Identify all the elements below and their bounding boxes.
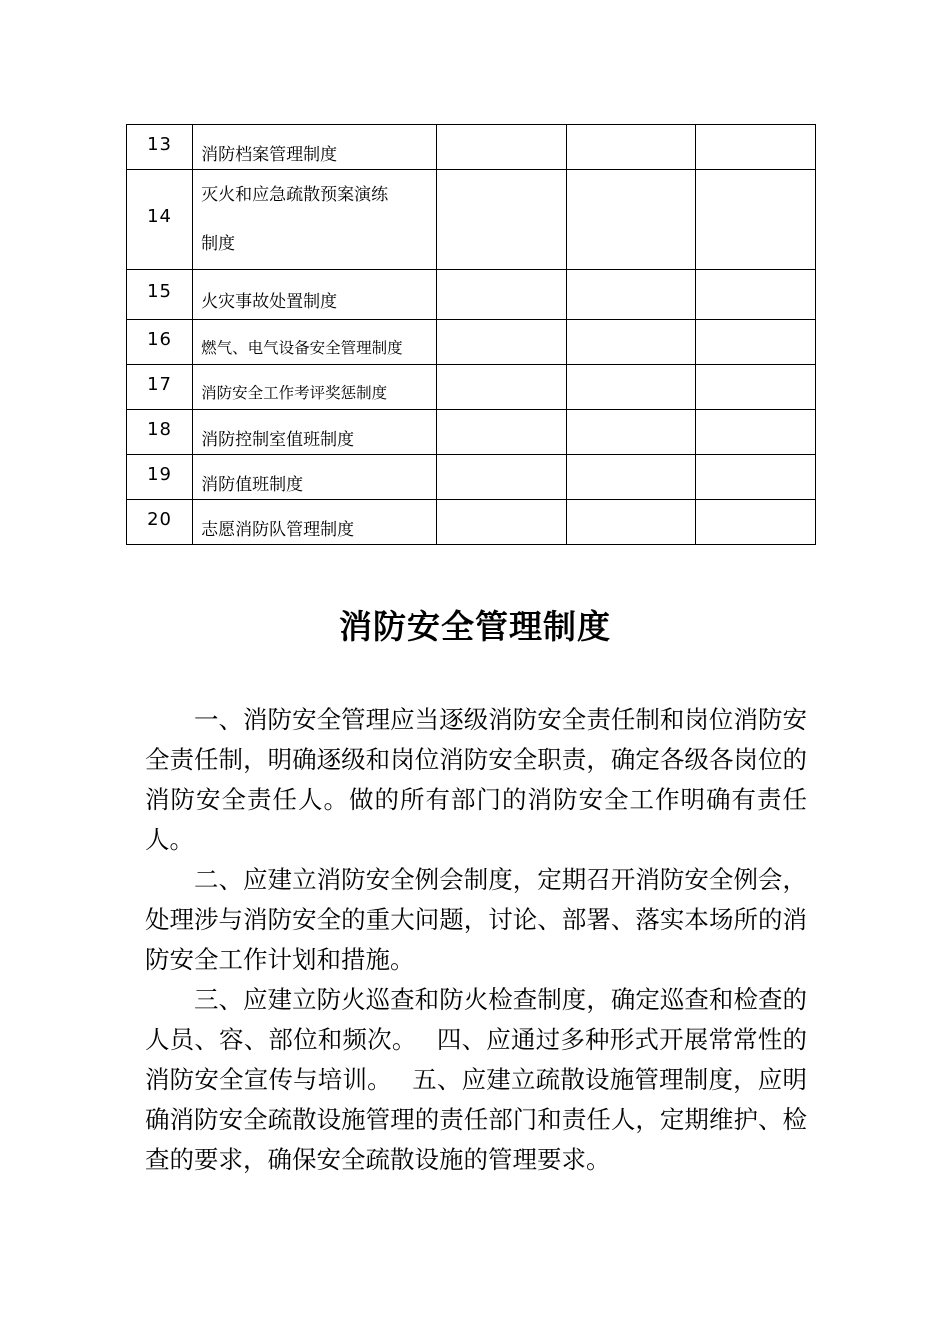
body-paragraph: 三、应建立防火巡查和防火检查制度，确定巡查和检查的人员、容、部位和频次。 四、应通过多种形式开展常常性的消防安全宣传与培训。 五、应建立疏散设施管理制度，应明确消防安全疏散设施管理的责任部门和责任人，定期维护、检查的要求，确保安全疏散设施的管理要求。 — [145, 985, 807, 1174]
row-number: 14 — [127, 170, 193, 270]
row-number: 18 — [127, 410, 193, 455]
empty-cell — [695, 455, 815, 500]
row-number: 16 — [127, 320, 193, 365]
empty-cell — [695, 365, 815, 410]
table-row — [127, 320, 816, 365]
empty-cell — [437, 125, 566, 170]
empty-cell — [695, 320, 815, 365]
empty-cell — [695, 125, 815, 170]
empty-cell — [437, 170, 566, 270]
empty-cell — [566, 365, 695, 410]
body-paragraph: 一、消防安全管理应当逐级消防安全责任制和岗位消防安全责任制，明确逐级和岗位消防安全职责，确定各级各岗位的消防安全责任人。做的所有部门的消防安全工作明确有责任人。 — [145, 705, 807, 854]
empty-cell — [566, 320, 695, 365]
table-row — [127, 365, 816, 410]
regulation-name: 消防控制室值班制度 — [193, 410, 437, 455]
empty-cell — [566, 270, 695, 320]
empty-cell — [695, 500, 815, 545]
table-row — [127, 410, 816, 455]
empty-cell — [437, 455, 566, 500]
table-row — [127, 170, 816, 270]
table-row — [127, 270, 816, 320]
regulation-name: 燃气、电气设备安全管理制度 — [193, 320, 437, 365]
row-number: 19 — [127, 455, 193, 500]
empty-cell — [437, 320, 566, 365]
row-number: 20 — [127, 500, 193, 545]
empty-cell — [566, 500, 695, 545]
empty-cell — [437, 500, 566, 545]
regulation-name: 志愿消防队管理制度 — [193, 500, 437, 545]
table-row — [127, 455, 816, 500]
empty-cell — [566, 170, 695, 270]
empty-cell — [566, 125, 695, 170]
table-row — [127, 125, 816, 170]
empty-cell — [695, 170, 815, 270]
empty-cell — [437, 365, 566, 410]
document-body — [145, 700, 807, 1180]
regulation-name: 消防值班制度 — [193, 455, 437, 500]
row-number: 13 — [127, 125, 193, 170]
empty-cell — [566, 410, 695, 455]
regulation-table — [126, 124, 816, 545]
empty-cell — [695, 270, 815, 320]
row-number: 15 — [127, 270, 193, 320]
regulation-name: 火灾事故处置制度 — [193, 270, 437, 320]
table-row — [127, 500, 816, 545]
regulation-name: 灭火和应急疏散预案演练制度 — [193, 170, 437, 270]
regulation-name: 消防档案管理制度 — [193, 125, 437, 170]
row-number: 17 — [127, 365, 193, 410]
empty-cell — [437, 410, 566, 455]
body-paragraph: 二、应建立消防安全例会制度，定期召开消防安全例会，处理涉与消防安全的重大问题，讨论、部署、落实本场所的消防安全工作计划和措施。 — [145, 865, 807, 974]
empty-cell — [695, 410, 815, 455]
empty-cell — [437, 270, 566, 320]
document-title: 消防安全管理制度 — [339, 607, 611, 646]
empty-cell — [566, 455, 695, 500]
regulation-name: 消防安全工作考评奖惩制度 — [193, 365, 437, 410]
